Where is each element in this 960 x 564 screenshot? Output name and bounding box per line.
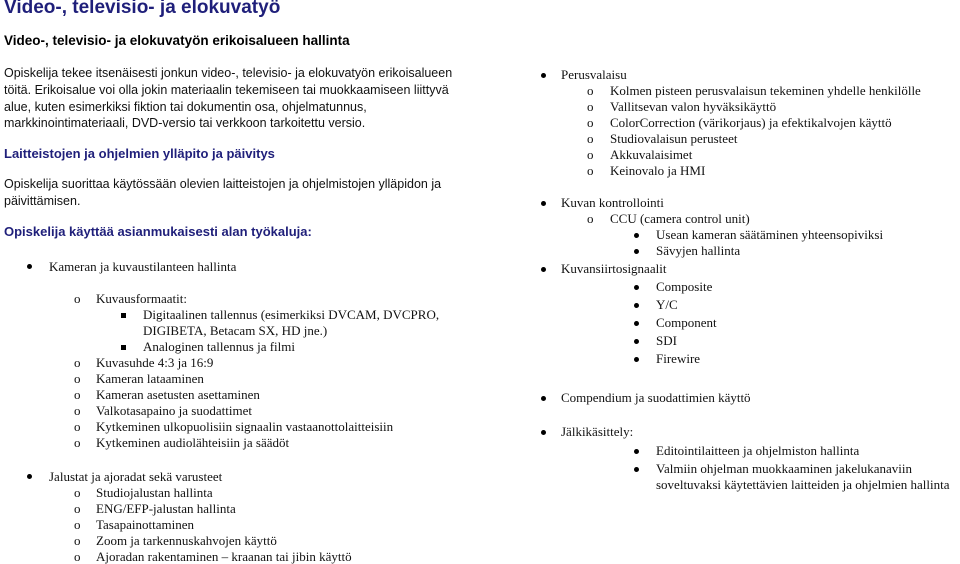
bullet-disc <box>634 321 639 326</box>
tripod-list-item: Zoom ja tarkennuskahvojen käyttö <box>96 533 277 548</box>
bullet-o: o <box>74 403 81 418</box>
bullet-o: o <box>587 163 594 178</box>
bullet-disc <box>541 430 546 435</box>
post-item-line-2: soveltuvaksi käytettävien laitteiden ja ohjelmien hallinta <box>656 477 950 492</box>
maintenance-line-1: Opiskelija suorittaa käytössään olevien laitteistojen ja ohjelmistojen ylläpidon ja <box>4 177 442 191</box>
digital-recording-line-2: DIGIBETA, Betacam SX, HD jne.) <box>143 323 328 338</box>
bullet-o: o <box>74 435 81 450</box>
bullet-disc <box>541 267 546 272</box>
bullet-disc <box>634 303 639 308</box>
shooting-formats-label: Kuvausformaatit: <box>96 291 187 306</box>
bullet-square <box>121 345 126 350</box>
bullet-disc <box>634 357 639 362</box>
signal-item: Composite <box>656 279 713 294</box>
image-control-sub-item: Sävyjen hallinta <box>656 243 741 258</box>
tripod-list-item: Tasapainottaminen <box>96 517 195 532</box>
tripod-list-item: Ajoradan rakentaminen – kraanan tai jibin käyttö <box>96 549 352 564</box>
bullet-disc <box>634 285 639 290</box>
bullet-o: o <box>587 115 594 130</box>
bullet-o: o <box>74 387 81 402</box>
bullet-o: o <box>587 131 594 146</box>
camera-list-item: Valkotasapaino ja suodattimet <box>96 403 252 418</box>
tools-heading: Opiskelija käyttää asianmukaisesti alan työkaluja: <box>4 224 312 239</box>
image-control-label: Kuvan kontrollointi <box>561 195 664 210</box>
lighting-list-item: Kolmen pisteen perusvalaisun tekeminen yhdelle henkilölle <box>610 83 921 98</box>
bullet-o: o <box>74 291 81 306</box>
lighting-list-item: Keinovalo ja HMI <box>610 163 706 178</box>
bullet-disc <box>634 339 639 344</box>
bullet-o: o <box>587 99 594 114</box>
page-title: Video-, televisio- ja elokuvatyö <box>4 0 281 18</box>
compendium-item: Compendium ja suodattimien käyttö <box>561 390 751 405</box>
bullet-disc <box>541 73 546 78</box>
lighting-list-item: ColorCorrection (värikorjaus) ja efektikalvojen käyttö <box>610 115 892 130</box>
ccu-item: CCU (camera control unit) <box>610 211 750 226</box>
tripod-list-item: ENG/EFP-jalustan hallinta <box>96 501 236 516</box>
post-item: Editointilaitteen ja ohjelmiston hallinta <box>656 443 860 458</box>
bullet-o: o <box>74 355 81 370</box>
bullet-o: o <box>587 83 594 98</box>
intro-line-1: Opiskelija tekee itsenäisesti jonkun video-, televisio- ja elokuvatyön erikoisalueen <box>4 66 453 80</box>
section-subtitle: Video-, televisio- ja elokuvatyön erikoisalueen hallinta <box>4 33 350 48</box>
bullet-o: o <box>74 485 81 500</box>
signal-item: Firewire <box>656 351 701 366</box>
bullet-o: o <box>587 211 594 226</box>
bullet-o: o <box>74 533 81 548</box>
camera-list-item: Kuvasuhde 4:3 ja 16:9 <box>96 355 214 370</box>
camera-list-item: Kytkeminen ulkopuolisiin signaalin vastaanottolaitteisiin <box>96 419 394 434</box>
bullet-o: o <box>74 371 81 386</box>
tripod-list-item: Studiojalustan hallinta <box>96 485 213 500</box>
bullet-o: o <box>587 147 594 162</box>
tripods-label: Jalustat ja ajoradat sekä varusteet <box>49 469 223 484</box>
bullet-disc <box>634 233 639 238</box>
maintenance-line-2: päivittämisen. <box>4 194 81 208</box>
bullet-disc <box>27 264 32 269</box>
camera-list-item: Kameran lataaminen <box>96 371 204 386</box>
bullet-square <box>121 313 126 318</box>
post-item-line-1: Valmiin ohjelman muokkaaminen jakelukanaviin <box>656 461 912 476</box>
digital-recording-line-1: Digitaalinen tallennus (esimerkiksi DVCAM, DVCPRO, <box>143 307 440 322</box>
basic-lighting-label: Perusvalaisu <box>561 67 627 82</box>
intro-line-3: alue, kuten esimerkiksi fiktion tai dokumentin osa, ohjelmatunnus, <box>4 100 367 114</box>
transfer-signals-label: Kuvansiirtosignaalit <box>561 261 667 276</box>
bullet-o: o <box>74 517 81 532</box>
intro-line-2: töitä. Erikoisalue voi olla jokin materiaalin tekemiseen tai muokkaamiseen liittyvä <box>4 83 449 97</box>
bullet-o: o <box>74 549 81 564</box>
signal-item: SDI <box>656 333 677 348</box>
bullet-o: o <box>74 419 81 434</box>
lighting-list-item: Akkuvalaisimet <box>610 147 693 162</box>
camera-list-item: Kytkeminen audiolähteisiin ja säädöt <box>96 435 290 450</box>
maintenance-heading: Laitteistojen ja ohjelmien ylläpito ja päivitys <box>4 146 275 161</box>
bullet-disc <box>27 474 32 479</box>
bullet-o: o <box>74 501 81 516</box>
lighting-list-item: Vallitsevan valon hyväksikäyttö <box>610 99 777 114</box>
intro-line-4: markkinointimateriaali, DVD-versio tai verkkoon tarkoitettu versio. <box>4 116 366 130</box>
camera-list-item: Kameran asetusten asettaminen <box>96 387 260 402</box>
bullet-disc <box>541 396 546 401</box>
bullet-disc <box>634 467 639 472</box>
analog-recording: Analoginen tallennus ja filmi <box>143 339 295 354</box>
image-control-sub-item: Usean kameran säätäminen yhteensopiviksi <box>656 227 884 242</box>
post-production-label: Jälkikäsittely: <box>561 424 634 439</box>
signal-item: Y/C <box>656 297 678 312</box>
camera-handling-label: Kameran ja kuvaustilanteen hallinta <box>49 259 237 274</box>
signal-item: Component <box>656 315 717 330</box>
bullet-disc <box>634 249 639 254</box>
bullet-disc <box>634 449 639 454</box>
lighting-list-item: Studiovalaisun perusteet <box>610 131 738 146</box>
bullet-disc <box>541 201 546 206</box>
